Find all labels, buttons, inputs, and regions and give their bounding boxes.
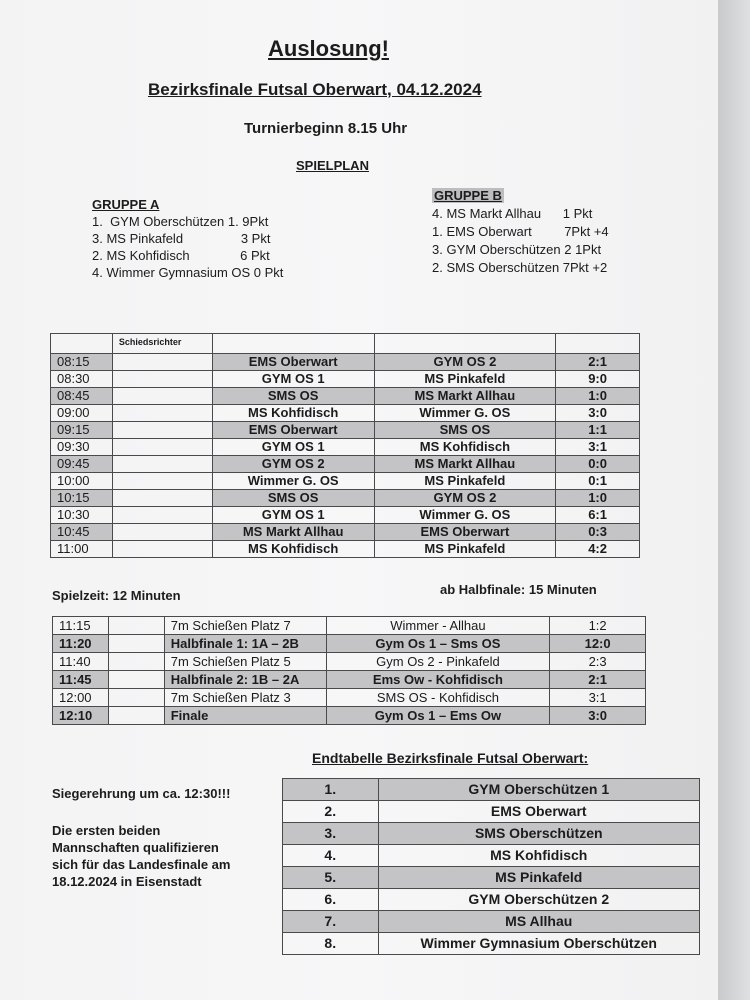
finals-row — [53, 617, 646, 635]
away-team: Wimmer G. OS — [374, 507, 556, 524]
finals-time: 11:45 — [53, 671, 109, 689]
away-team: MS Pinkafeld — [374, 371, 556, 388]
referee-cell — [112, 439, 212, 456]
away-team: MS Markt Allhau — [374, 456, 556, 473]
referee-cell — [112, 388, 212, 405]
qualification-line: 18.12.2024 in Eisenstadt — [52, 874, 202, 889]
home-team: MS Kohfidisch — [212, 405, 374, 422]
finals-match: Gym Os 1 – Ems Ow — [326, 707, 550, 725]
standings-rank: 1. — [283, 779, 379, 801]
home-team: EMS Oberwart — [212, 422, 374, 439]
match-score: 6:1 — [556, 507, 640, 524]
schedule-row — [51, 473, 640, 490]
away-team: MS Pinkafeld — [374, 541, 556, 558]
match-score: 2:1 — [556, 354, 640, 371]
group-b-line: 2. SMS Oberschützen 7Pkt +2 — [432, 260, 608, 275]
group-b-line: 4. MS Markt Allhau 1 Pkt — [432, 206, 593, 221]
group-a-line: 1. GYM Oberschützen 1. 9Pkt — [92, 214, 269, 229]
finals-time: 11:15 — [53, 617, 109, 635]
group-b-line: 1. EMS Oberwart 7Pkt +4 — [432, 224, 609, 239]
finals-time: 12:10 — [53, 707, 109, 725]
page-subtitle: Bezirksfinale Futsal Oberwart, 04.12.2024 — [148, 80, 482, 99]
paper-edge-shadow — [718, 0, 750, 1000]
standings-rank: 4. — [283, 845, 379, 867]
match-time: 09:15 — [51, 422, 113, 439]
qualification-note — [52, 822, 230, 890]
match-time: 08:45 — [51, 388, 113, 405]
finals-label: 7m Schießen Platz 3 — [164, 689, 326, 707]
home-team: MS Markt Allhau — [212, 524, 374, 541]
final-standings-title: Endtabelle Bezirksfinale Futsal Oberwart: — [312, 750, 589, 766]
match-score: 1:0 — [556, 388, 640, 405]
home-team: GYM OS 2 — [212, 456, 374, 473]
standings-row — [283, 889, 700, 911]
referee-cell — [108, 653, 164, 671]
away-team: MS Markt Allhau — [374, 388, 556, 405]
home-team: GYM OS 1 — [212, 507, 374, 524]
away-team: MS Pinkafeld — [374, 473, 556, 490]
referee-cell — [112, 490, 212, 507]
home-team: GYM OS 1 — [212, 439, 374, 456]
standings-team: SMS Oberschützen — [378, 823, 700, 845]
finals-match: Gym Os 2 - Pinkafeld — [326, 653, 550, 671]
standings-team: MS Pinkafeld — [378, 867, 700, 889]
finals-score: 1:2 — [550, 617, 646, 635]
finals-match: Wimmer - Allhau — [326, 617, 550, 635]
award-ceremony: Siegerehrung um ca. 12:30!!! — [52, 786, 231, 801]
finals-time: 11:20 — [53, 635, 109, 653]
finals-score: 3:1 — [550, 689, 646, 707]
header-cell-empty — [51, 334, 113, 354]
home-team: MS Kohfidisch — [212, 541, 374, 558]
play-time: Spielzeit: 12 Minuten — [52, 588, 181, 603]
standings-team: MS Allhau — [378, 911, 700, 933]
finals-time: 12:00 — [53, 689, 109, 707]
home-team: SMS OS — [212, 490, 374, 507]
away-team: GYM OS 2 — [374, 490, 556, 507]
match-score: 3:1 — [556, 439, 640, 456]
semifinal-play-time: ab Halbfinale: 15 Minuten — [440, 582, 597, 597]
home-team: EMS Oberwart — [212, 354, 374, 371]
group-a-line: 2. MS Kohfidisch 6 Pkt — [92, 248, 270, 263]
match-time: 09:00 — [51, 405, 113, 422]
standings-rank: 5. — [283, 867, 379, 889]
standings-row — [283, 867, 700, 889]
qualification-line: sich für das Landesfinale am — [52, 857, 231, 872]
qualification-line: Die ersten beiden — [52, 823, 161, 838]
referee-cell — [112, 473, 212, 490]
referee-cell — [112, 371, 212, 388]
final-standings-table — [282, 778, 700, 955]
referee-cell — [108, 635, 164, 653]
standings-row — [283, 801, 700, 823]
referee-cell — [108, 707, 164, 725]
schedule-row — [51, 456, 640, 473]
standings-team: GYM Oberschützen 2 — [378, 889, 700, 911]
schedule-row — [51, 388, 640, 405]
finals-row — [53, 653, 646, 671]
schedule-row — [51, 524, 640, 541]
home-team: Wimmer G. OS — [212, 473, 374, 490]
group-b — [432, 187, 609, 277]
away-team: SMS OS — [374, 422, 556, 439]
tournament-start: Turnierbeginn 8.15 Uhr — [244, 120, 408, 137]
referee-cell — [112, 507, 212, 524]
finals-label: Finale — [164, 707, 326, 725]
away-team: GYM OS 2 — [374, 354, 556, 371]
referee-cell — [108, 617, 164, 635]
referee-cell — [112, 354, 212, 371]
page-title: Auslosung! — [268, 36, 389, 61]
group-a-line: 4. Wimmer Gymnasium OS 0 Pkt — [92, 265, 284, 280]
away-team: MS Kohfidisch — [374, 439, 556, 456]
finals-label: 7m Schießen Platz 5 — [164, 653, 326, 671]
header-cell-empty — [556, 334, 640, 354]
finals-label: Halbfinale 2: 1B – 2A — [164, 671, 326, 689]
match-time: 10:45 — [51, 524, 113, 541]
standings-row — [283, 845, 700, 867]
schedule-row — [51, 439, 640, 456]
schedule-table — [50, 333, 640, 558]
standings-row — [283, 933, 700, 955]
standings-row — [283, 911, 700, 933]
schedule-row — [51, 405, 640, 422]
match-time: 09:30 — [51, 439, 113, 456]
referee-cell — [112, 524, 212, 541]
finals-match: Ems Ow - Kohfidisch — [326, 671, 550, 689]
standings-rank: 8. — [283, 933, 379, 955]
match-time: 08:15 — [51, 354, 113, 371]
header-cell-empty — [374, 334, 556, 354]
away-team: Wimmer G. OS — [374, 405, 556, 422]
match-time: 10:00 — [51, 473, 113, 490]
schedule-row — [51, 371, 640, 388]
group-a — [92, 196, 283, 281]
standings-rank: 2. — [283, 801, 379, 823]
referee-cell — [112, 422, 212, 439]
match-score: 4:2 — [556, 541, 640, 558]
qualification-line: Mannschaften qualifizieren — [52, 840, 219, 855]
schedule-header-row — [51, 334, 640, 354]
match-time: 10:15 — [51, 490, 113, 507]
finals-match: Gym Os 1 – Sms OS — [326, 635, 550, 653]
referee-header: Schiedsrichter — [112, 334, 212, 354]
standings-team: MS Kohfidisch — [378, 845, 700, 867]
group-a-line: 3. MS Pinkafeld 3 Pkt — [92, 231, 271, 246]
finals-table — [52, 616, 646, 725]
finals-match: SMS OS - Kohfidisch — [326, 689, 550, 707]
match-score: 0:1 — [556, 473, 640, 490]
referee-cell — [112, 456, 212, 473]
match-time: 09:45 — [51, 456, 113, 473]
standings-team: Wimmer Gymnasium Oberschützen — [378, 933, 700, 955]
match-score: 0:0 — [556, 456, 640, 473]
finals-score: 2:3 — [550, 653, 646, 671]
match-score: 3:0 — [556, 405, 640, 422]
home-team: SMS OS — [212, 388, 374, 405]
referee-cell — [112, 541, 212, 558]
schedule-row — [51, 541, 640, 558]
home-team: GYM OS 1 — [212, 371, 374, 388]
match-score: 1:1 — [556, 422, 640, 439]
match-score: 0:3 — [556, 524, 640, 541]
standings-rank: 3. — [283, 823, 379, 845]
schedule-row — [51, 422, 640, 439]
group-b-line: 3. GYM Oberschützen 2 1Pkt — [432, 242, 602, 257]
finals-row — [53, 671, 646, 689]
standings-rank: 6. — [283, 889, 379, 911]
finals-row — [53, 635, 646, 653]
finals-time: 11:40 — [53, 653, 109, 671]
header-cell-empty — [212, 334, 374, 354]
finals-row — [53, 689, 646, 707]
finals-label: 7m Schießen Platz 7 — [164, 617, 326, 635]
group-a-title: GRUPPE A — [92, 197, 160, 212]
finals-score: 3:0 — [550, 707, 646, 725]
standings-rank: 7. — [283, 911, 379, 933]
match-time: 10:30 — [51, 507, 113, 524]
finals-row — [53, 707, 646, 725]
spielplan-label: SPIELPLAN — [296, 158, 369, 173]
away-team: EMS Oberwart — [374, 524, 556, 541]
match-time: 11:00 — [51, 541, 113, 558]
schedule-row — [51, 507, 640, 524]
standings-row — [283, 779, 700, 801]
finals-score: 12:0 — [550, 635, 646, 653]
match-score: 9:0 — [556, 371, 640, 388]
schedule-row — [51, 490, 640, 507]
finals-label: Halbfinale 1: 1A – 2B — [164, 635, 326, 653]
schedule-row — [51, 354, 640, 371]
match-time: 08:30 — [51, 371, 113, 388]
referee-cell — [108, 671, 164, 689]
standings-row — [283, 823, 700, 845]
standings-team: GYM Oberschützen 1 — [378, 779, 700, 801]
group-b-title: GRUPPE B — [434, 188, 502, 203]
referee-cell — [112, 405, 212, 422]
finals-score: 2:1 — [550, 671, 646, 689]
referee-cell — [108, 689, 164, 707]
match-score: 1:0 — [556, 490, 640, 507]
standings-team: EMS Oberwart — [378, 801, 700, 823]
